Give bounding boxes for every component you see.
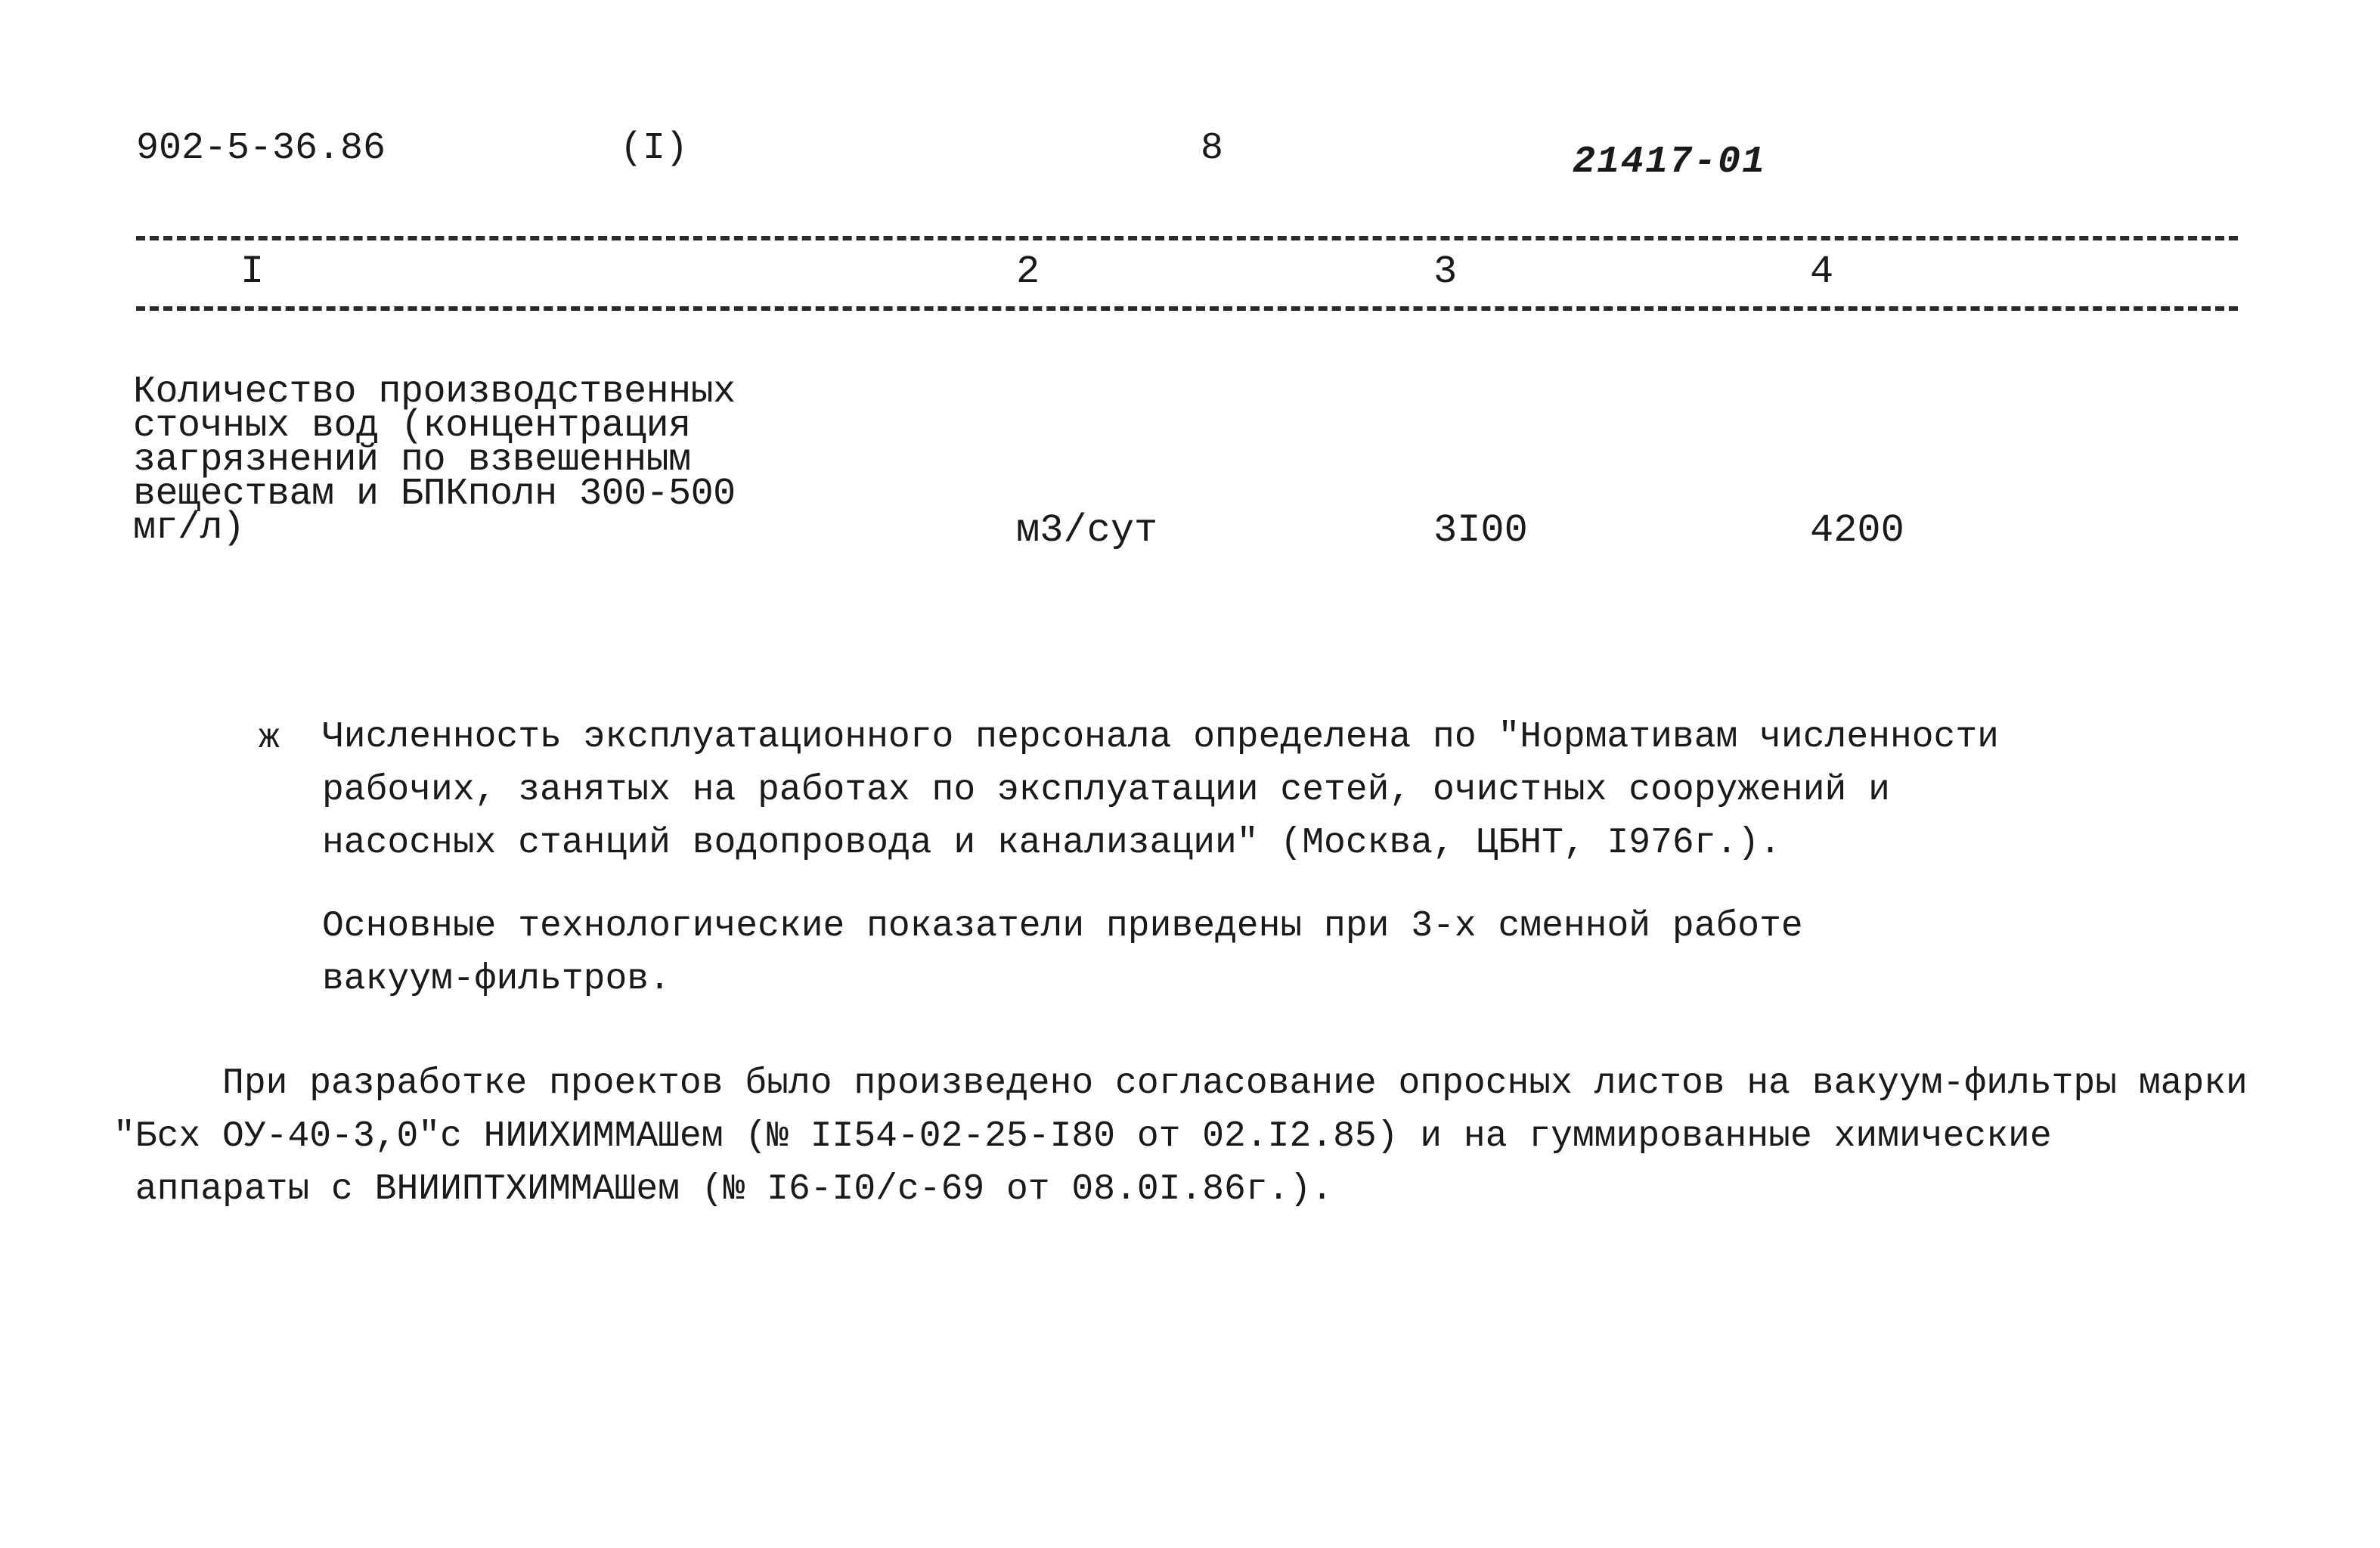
row-value-col4: 4200 — [1810, 508, 1904, 553]
handwritten-stamp-number: 21417-01 — [1573, 141, 1767, 184]
row-unit: м3/сут — [1016, 508, 1158, 553]
column-header-4: 4 — [1810, 250, 1834, 294]
row-value-col3: 3I00 — [1433, 508, 1528, 553]
table-top-rule — [136, 236, 2238, 240]
page-number: 8 — [1201, 127, 1224, 170]
approval-paragraph: При разработке проектов было произведено согласование опросных листов на вакуум-фильтры марки "Бсх ОУ-40-3,0"с НИИХИММАШем (№ II54-02-25-I80 от 02.I2.85) и на гуммированные химические аппараты с ВНИИПТХИММАШем (№ I6-I0/с-69 от 08.0I.86г.). — [113, 1063, 2248, 1210]
column-header-2: 2 — [1016, 250, 1040, 294]
technology-note: Основные технологические показатели приведены при 3-х сменной работе вакуум-фильтров. — [322, 906, 1803, 1000]
document-part: (I) — [620, 127, 689, 170]
table-header-rule — [136, 306, 2238, 311]
column-header-3: 3 — [1433, 250, 1458, 294]
footnote-marker: ж — [259, 718, 280, 758]
footnote-text: Численность эксплуатационного персонала определена по "Нормативам численности рабочих, занятых на работах по эксплуатации сетей, очистных сооружений и насосных станций водопровода и канализации" (Москва, ЦБНТ, I976г.). — [322, 717, 1999, 864]
document-code: 902-5-36.86 — [136, 127, 386, 170]
column-header-1: I — [240, 250, 265, 294]
row-description: Количество производственных сточных вод (концентрация загрязнений по взвешенным веществам и БПКполн 300-500 мг/л) — [133, 371, 736, 550]
